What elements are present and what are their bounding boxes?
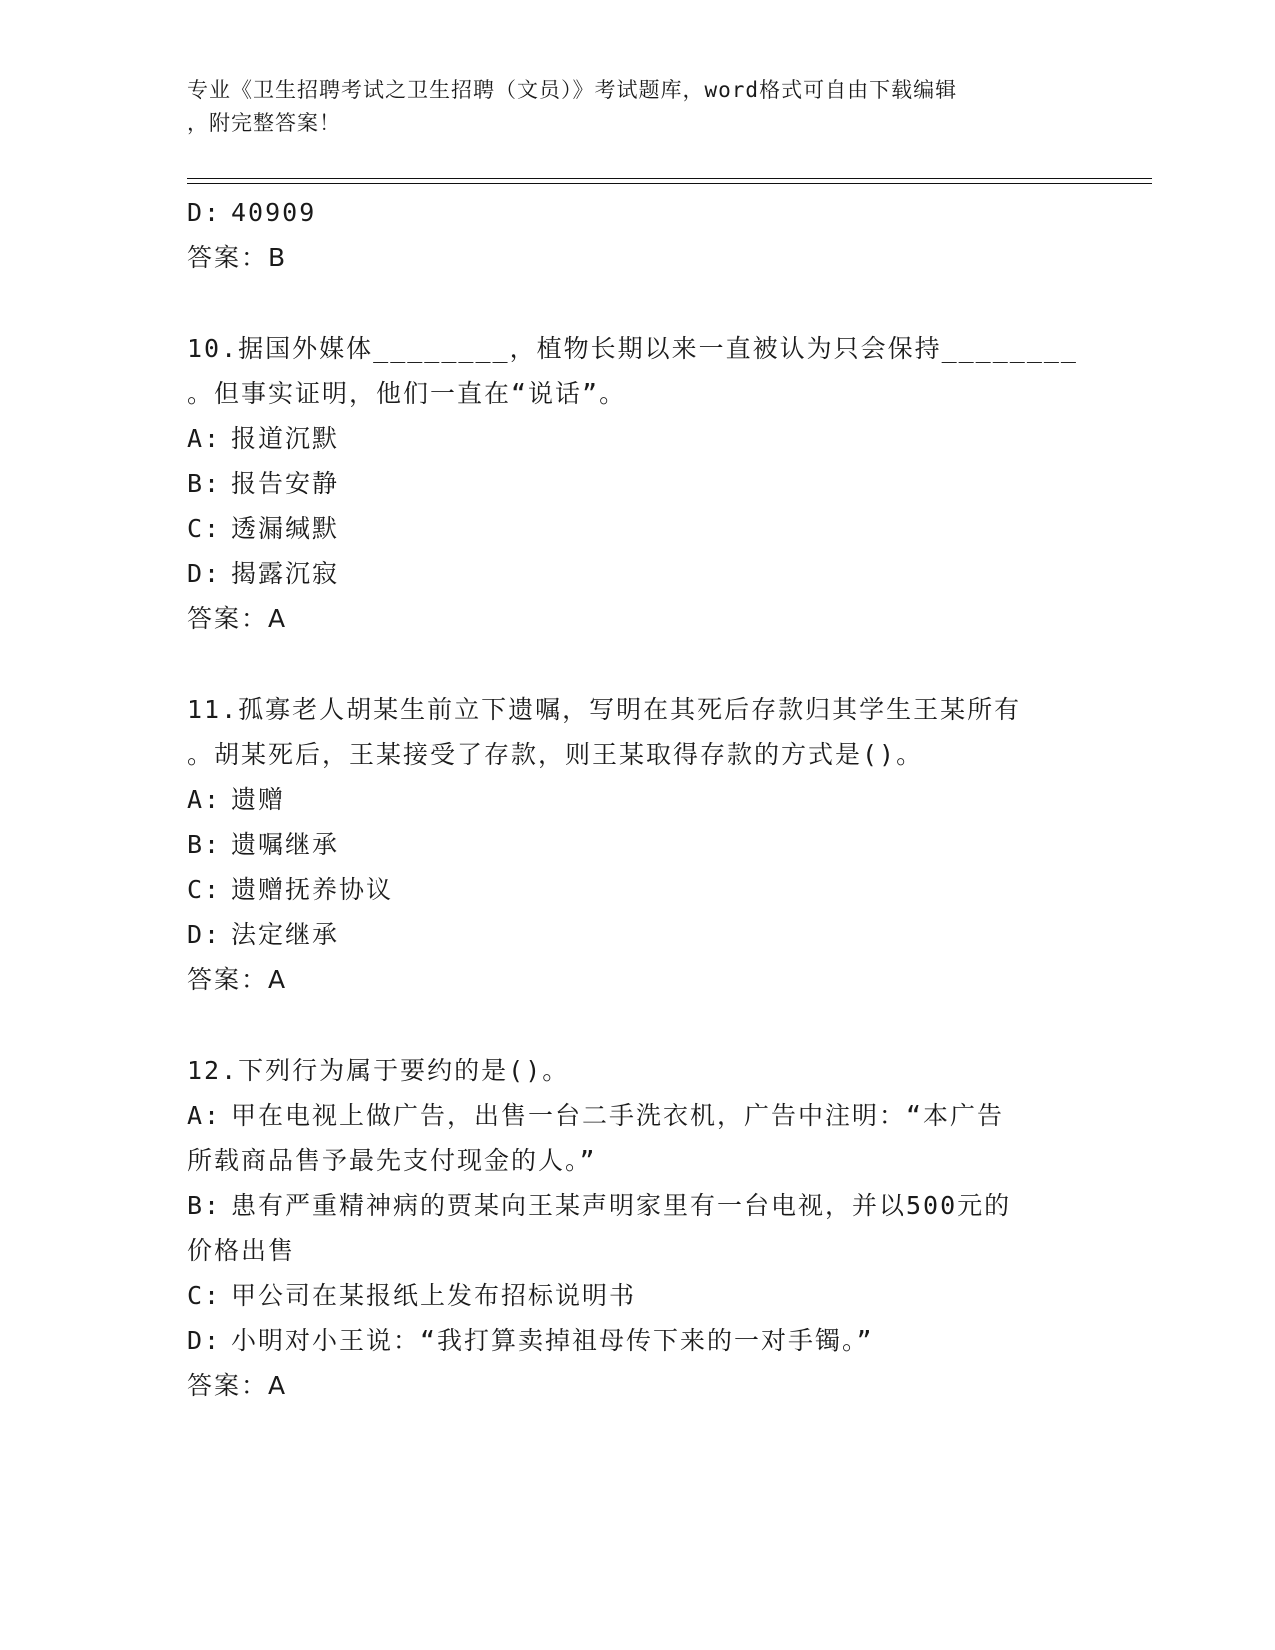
option-a (187, 416, 1087, 461)
option-label: B: (187, 830, 222, 859)
question-9-tail (187, 190, 1087, 280)
option-text: 揭露沉寂 (231, 559, 340, 588)
option-a-cont: 所载商品售予最先支付现金的人。” (187, 1146, 597, 1175)
option-d (187, 1318, 1087, 1363)
option-text: 法定继承 (231, 920, 340, 949)
option-label: A: (187, 785, 222, 814)
header-divider-top (187, 178, 1152, 179)
option-label: C: (187, 1281, 222, 1310)
page-header (187, 74, 1087, 140)
question-text-cont: 。但事实证明，他们一直在“说话”。 (187, 379, 627, 408)
option-a (187, 1093, 1087, 1138)
option-a (187, 777, 1087, 822)
question-text-cont: 。胡某死后，王某接受了存款，则王某取得存款的方式是()。 (187, 740, 924, 769)
question-text: 12.下列行为属于要约的是()。 (187, 1056, 570, 1085)
option-label: D: (187, 559, 222, 588)
option-label: A: (187, 1101, 222, 1130)
option-text: 小明对小王说：“我打算卖掉祖母传下来的一对手镯。” (231, 1326, 874, 1355)
answer-line: 答案：B (187, 243, 288, 272)
answer-line: 答案：A (187, 965, 288, 994)
header-divider-bottom (187, 183, 1152, 184)
option-label: A: (187, 424, 222, 453)
option-label: C: (187, 875, 222, 904)
option-text: 报道沉默 (231, 424, 340, 453)
option-text: 甲在电视上做广告，出售一台二手洗衣机，广告中注明：“本广告 (231, 1101, 1005, 1130)
option-label: C: (187, 514, 222, 543)
option-text: 遗嘱继承 (231, 830, 340, 859)
question-11 (187, 687, 1087, 1002)
option-label: D: (187, 198, 222, 227)
question-text: 11.孤寡老人胡某生前立下遗嘱，写明在其死后存款归其学生王某所有 (187, 695, 1022, 724)
question-10 (187, 326, 1087, 641)
header-line-2: ，附完整答案！ (187, 111, 341, 135)
option-text: 透漏缄默 (231, 514, 340, 543)
option-b (187, 822, 1087, 867)
answer-line: 答案：A (187, 604, 288, 633)
option-label: D: (187, 1326, 222, 1355)
option-c (187, 1273, 1087, 1318)
option-c (187, 506, 1087, 551)
option-d (187, 912, 1087, 957)
answer-line: 答案：A (187, 1371, 288, 1400)
option-b (187, 461, 1087, 506)
option-text: 遗赠抚养协议 (231, 875, 394, 904)
option-label: D: (187, 920, 222, 949)
option-b (187, 1183, 1087, 1228)
option-text: 报告安静 (231, 469, 340, 498)
option-text: 遗赠 (231, 785, 286, 814)
option-text: 患有严重精神病的贾某向王某声明家里有一台电视，并以500元的 (231, 1191, 1012, 1220)
question-list (187, 190, 1087, 1408)
question-text: 10.据国外媒体________，植物长期以来一直被认为只会保持________ (187, 334, 1078, 363)
option-label: B: (187, 469, 222, 498)
question-12 (187, 1048, 1087, 1408)
option-text: 40909 (231, 198, 317, 227)
option-label: B: (187, 1191, 222, 1220)
option-b-cont: 价格出售 (187, 1236, 296, 1265)
header-line-1: 专业《卫生招聘考试之卫生招聘（文员）》考试题库，word格式可自由下载编辑 (187, 78, 958, 102)
option-d (187, 551, 1087, 596)
option-text: 甲公司在某报纸上发布招标说明书 (231, 1281, 637, 1310)
option-d (187, 190, 1087, 235)
option-c (187, 867, 1087, 912)
